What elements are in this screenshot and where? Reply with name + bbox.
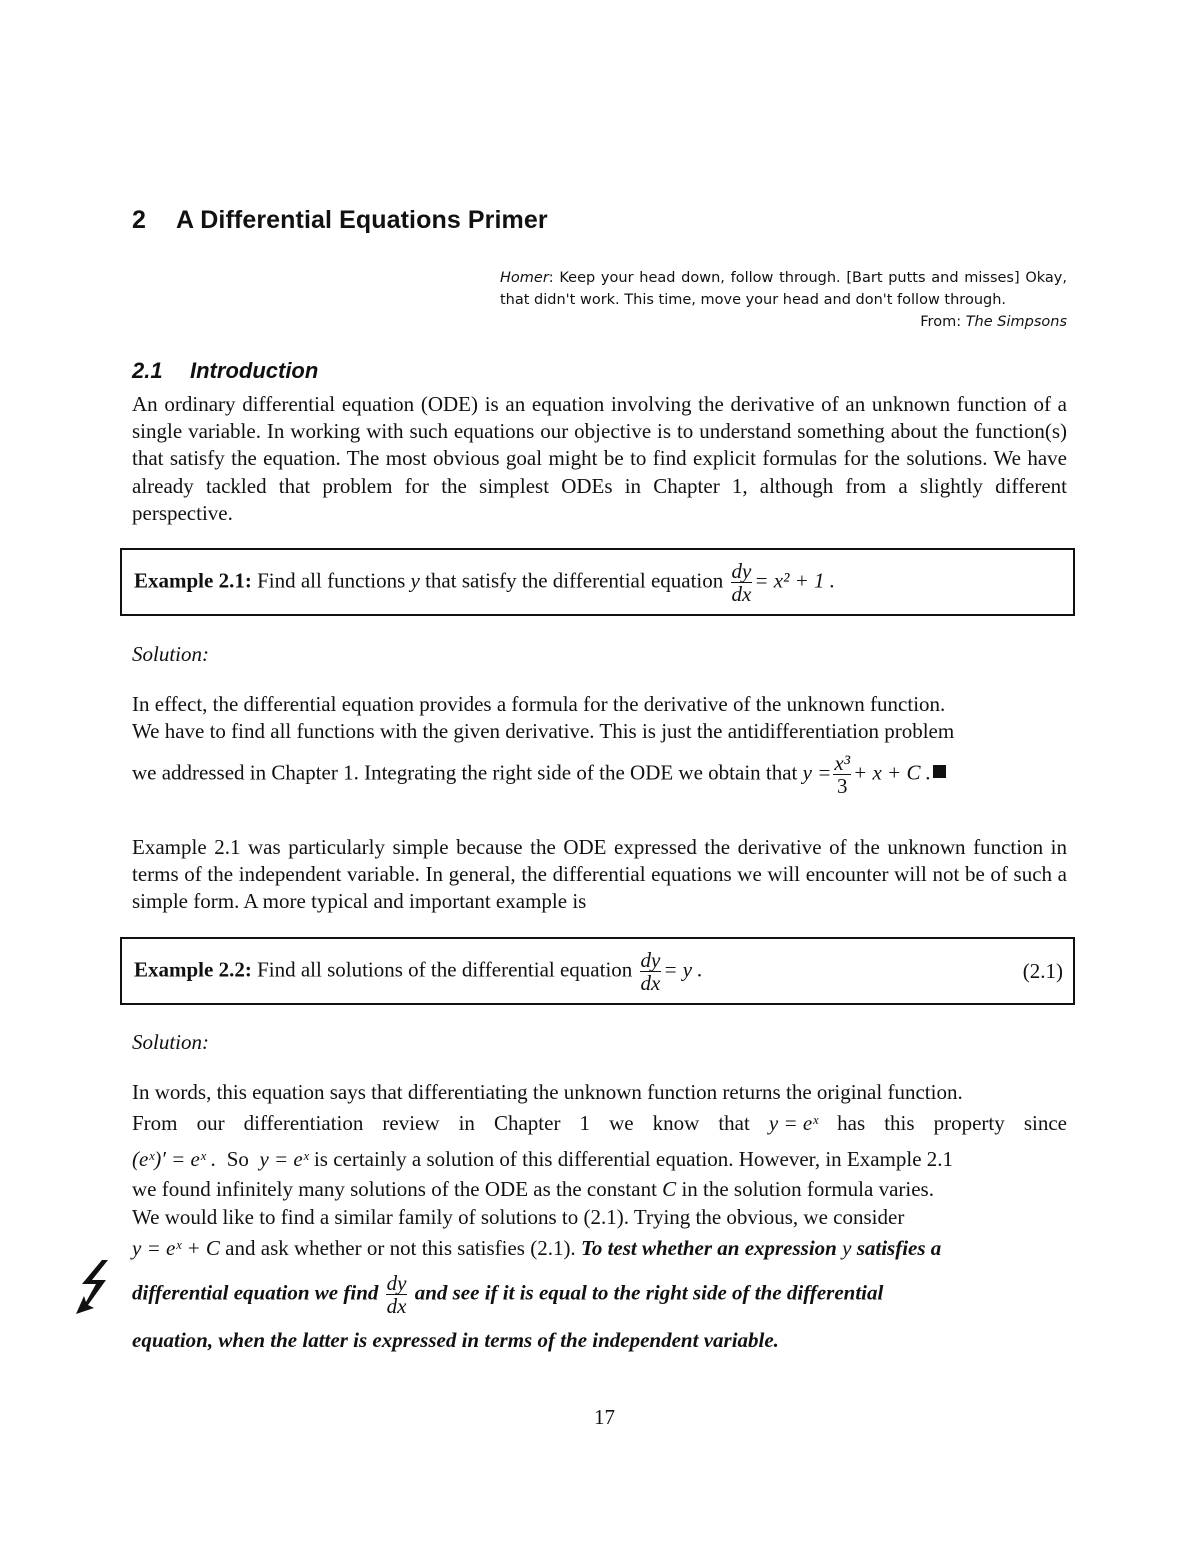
word: has bbox=[837, 1111, 866, 1135]
chapter-heading bbox=[132, 206, 548, 235]
emphasis-text: and see if it is equal to the right side of the differential bbox=[409, 1280, 884, 1305]
fraction-denominator: dx bbox=[640, 971, 661, 996]
word: Chapter bbox=[493, 1111, 561, 1135]
text-fragment: and ask whether or not this satisfies (2.1). bbox=[219, 1236, 581, 1260]
solution2-line bbox=[132, 1236, 1067, 1261]
solution2-line bbox=[132, 1177, 1067, 1202]
fraction-numerator: dy bbox=[731, 559, 752, 583]
solution2-line bbox=[132, 1272, 1067, 1317]
example-2-1-statement bbox=[134, 560, 835, 605]
section-title: Introduction bbox=[190, 358, 319, 383]
text-line: In words, this equation says that differentiating the unknown function returns the original function. bbox=[132, 1080, 963, 1104]
solution1-line bbox=[132, 752, 1067, 797]
paragraph-2-text: Example 2.1 was particularly simple because the ODE expressed the derivative of the unknown function in terms of the independent variable. In general, the differential equations we will encounter will not be of such a simple form. A more typical and important example is bbox=[132, 835, 1067, 914]
math-variable: y bbox=[410, 568, 420, 593]
solution1-line bbox=[132, 692, 1067, 717]
math-rhs: + x + C . bbox=[853, 760, 931, 785]
emphasis-text: satisfies a bbox=[851, 1236, 942, 1260]
solution2-line-justified bbox=[132, 1111, 1067, 1136]
fraction-numerator: x³ bbox=[834, 751, 851, 775]
equation-number: (2.1) bbox=[1022, 959, 1063, 983]
text-line: we addressed in Chapter 1. Integrating the right side of the ODE we obtain that bbox=[132, 760, 803, 785]
word: review bbox=[382, 1111, 440, 1135]
word: this bbox=[884, 1111, 915, 1135]
word: that bbox=[718, 1111, 750, 1135]
solution2-line bbox=[132, 1205, 1067, 1230]
text-line: In effect, the differential equation provides a formula for the derivative of the unknown function. bbox=[132, 692, 946, 716]
emphasis-text: equation, when the latter is expressed in terms of the independent variable. bbox=[132, 1328, 779, 1352]
word: know bbox=[652, 1111, 700, 1135]
emphasis-text: To test whether an expression bbox=[580, 1236, 843, 1260]
word: in bbox=[458, 1111, 475, 1135]
section-heading bbox=[132, 358, 318, 384]
solution2-line bbox=[132, 1328, 1067, 1353]
text-fragment: is certainly a solution of this differential equation. However, in Example 2.1 bbox=[308, 1147, 954, 1171]
epigraph-speaker: Homer bbox=[500, 270, 549, 286]
word: differentiation bbox=[243, 1111, 364, 1135]
example-label: Example 2.1: bbox=[134, 568, 252, 593]
word: 1 bbox=[579, 1111, 591, 1135]
equation-rhs: = y . bbox=[663, 957, 703, 982]
equation-rhs: = x² + 1 . bbox=[754, 568, 836, 593]
fraction-denominator: dx bbox=[386, 1294, 407, 1319]
math-expression: (eˣ)′ = eˣ . bbox=[132, 1147, 217, 1171]
emphasis-text: differential equation we find bbox=[132, 1280, 384, 1305]
text-fragment: in the solution formula varies. bbox=[676, 1177, 934, 1201]
cube-fraction bbox=[833, 752, 851, 797]
solution-label: Solution: bbox=[132, 1030, 209, 1054]
chapter-number: 2 bbox=[132, 206, 147, 234]
qed-square-icon bbox=[933, 765, 946, 778]
section-number: 2.1 bbox=[132, 358, 163, 383]
derivative-fraction bbox=[731, 560, 753, 605]
solution-label: Solution: bbox=[132, 642, 209, 666]
paragraph-2 bbox=[132, 834, 1067, 916]
fraction-numerator: dy bbox=[640, 948, 661, 972]
example-text: Find all solutions of the differential equation bbox=[251, 957, 638, 982]
example-box-2-2 bbox=[120, 937, 1075, 1005]
word: y = eˣ bbox=[768, 1111, 819, 1135]
word: we bbox=[609, 1111, 634, 1135]
word: From bbox=[132, 1111, 178, 1135]
fraction-denominator: 3 bbox=[833, 774, 851, 797]
math-variable: C bbox=[662, 1177, 677, 1201]
lightning-bolt-icon bbox=[72, 1258, 122, 1318]
math-expression: y = eˣ + C bbox=[132, 1236, 220, 1260]
example-box-2-1 bbox=[120, 548, 1075, 616]
fraction-numerator: dy bbox=[386, 1271, 407, 1295]
epigraph-source bbox=[920, 314, 1067, 330]
text-fragment: So bbox=[216, 1147, 260, 1171]
solution2-line bbox=[132, 1147, 1067, 1172]
page-number: 17 bbox=[594, 1405, 615, 1429]
math-variable: y bbox=[842, 1236, 852, 1260]
solution2-line bbox=[132, 1080, 1067, 1105]
fraction-denominator: dx bbox=[731, 582, 752, 607]
math-expression: y = eˣ bbox=[259, 1147, 309, 1171]
epigraph-quote bbox=[500, 267, 1067, 311]
word: our bbox=[196, 1111, 225, 1135]
word: since bbox=[1023, 1111, 1067, 1135]
example-2-2-statement bbox=[134, 949, 703, 994]
intro-paragraph bbox=[132, 391, 1067, 527]
example-text: Find all functions bbox=[251, 568, 411, 593]
intro-paragraph-text: An ordinary differential equation (ODE) is an equation involving the derivative of an unknown function of a single variable. In working with such equations our objective is to understand something about the function(s) that satisfy the equation. The most obvious goal might be to find explicit formulas for the solutions. We have already tackled that problem for the simplest ODEs in Chapter 1, although from a slightly different perspective. bbox=[132, 392, 1067, 525]
epigraph-text: : Keep your head down, follow through. [Bart putts and misses] Okay, that didn't work. This time, move your head and don't follow through. bbox=[500, 270, 1067, 308]
text-line: We have to find all functions with the given derivative. This is just the antidifferentiation problem bbox=[132, 719, 955, 743]
word: property bbox=[933, 1111, 1005, 1135]
derivative-fraction bbox=[640, 949, 662, 994]
derivative-fraction bbox=[386, 1272, 408, 1317]
epigraph-source-title: The Simpsons bbox=[965, 314, 1067, 330]
text-line: We would like to find a similar family of solutions to (2.1). Trying the obvious, we consider bbox=[132, 1205, 905, 1229]
epigraph-source-prefix: From: bbox=[920, 314, 966, 330]
solution1-line bbox=[132, 719, 1067, 744]
example-text: that satisfy the differential equation bbox=[419, 568, 729, 593]
math-lhs: y = bbox=[802, 760, 832, 785]
text-fragment: we found infinitely many solutions of the ODE as the constant bbox=[132, 1177, 663, 1201]
chapter-title: A Differential Equations Primer bbox=[176, 206, 548, 234]
example-label: Example 2.2: bbox=[134, 957, 252, 982]
